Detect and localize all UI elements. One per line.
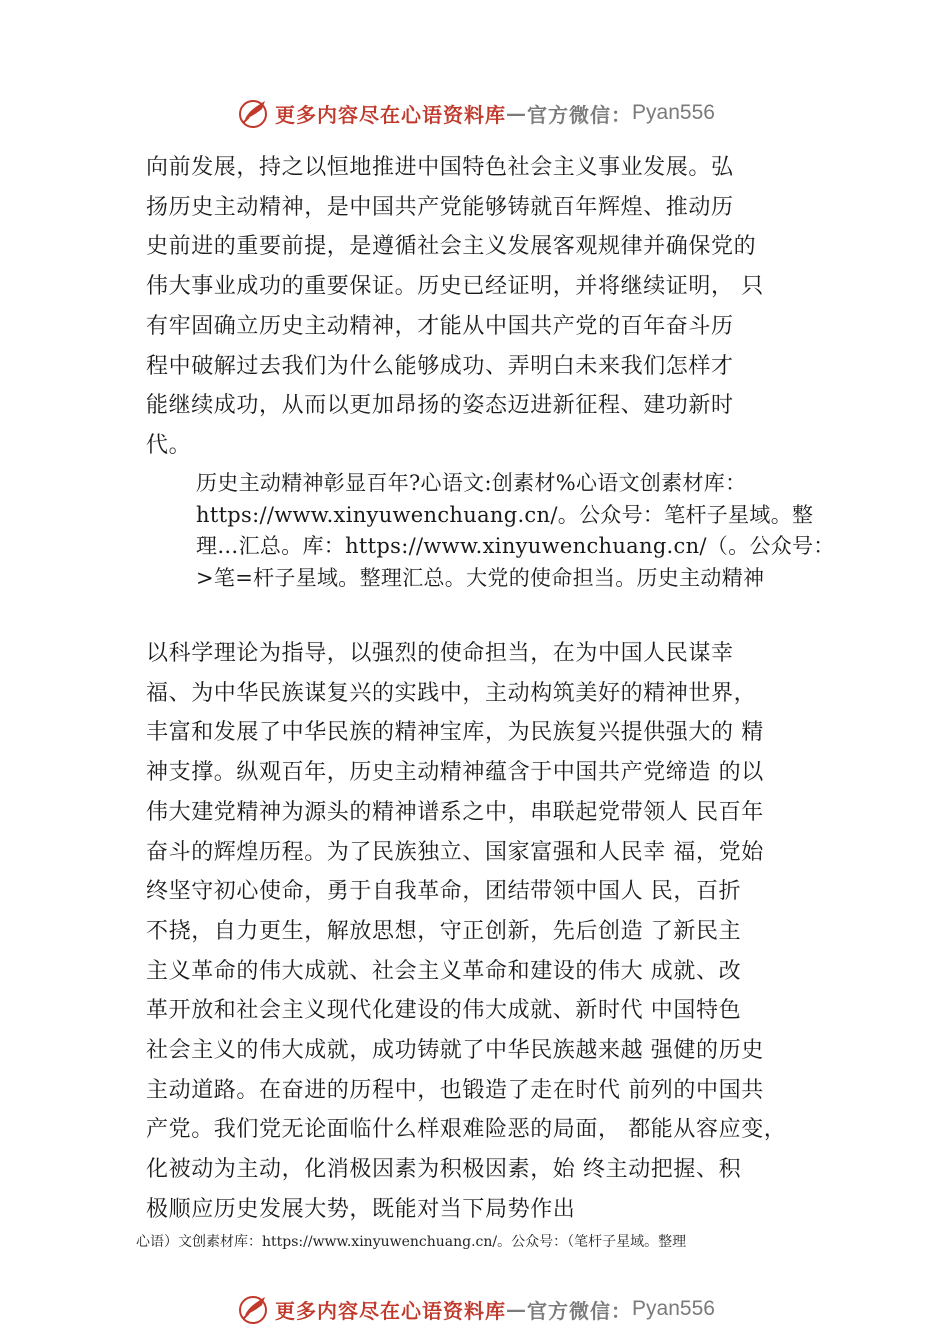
paragraph-line: 产党。我们党无论面临什么样艰难险恶的局面， 都能从容应变， <box>146 1117 787 1143</box>
paragraph-line: 代。 <box>146 432 192 458</box>
paragraph-line: 主动道路。在奋进的历程中，也锻造了走在时代 前列的中国共 <box>146 1077 764 1103</box>
paragraph-line: 伟大事业成功的重要保证。历史已经证明，并将继续证明， 只 <box>146 274 764 300</box>
header-banner <box>0 93 950 133</box>
footnote: 心语）文创素材库：https://www.xinyuwenchuang.cn/。公众号：（笔杆子星域。整理 <box>136 1234 687 1250</box>
paragraph-line: 能继续成功，从而以更加昂扬的姿态迈进新征程、建功新时 <box>146 393 734 419</box>
paragraph-line: 丰富和发展了中华民族的精神宝库，为民族复兴提供强大的 精 <box>146 720 764 746</box>
paragraph-line: 奋斗的辉煌历程。为了民族独立、国家富强和人民幸 福，党始 <box>146 839 764 865</box>
paragraph-2 <box>146 634 846 1230</box>
paragraph-line: 福、为中华民族谋复兴的实践中，主动构筑美好的精神世界， <box>146 680 757 706</box>
paragraph-line: 极顺应历史发展大势，既能对当下局势作出 <box>146 1196 576 1222</box>
paragraph-line: 社会主义的伟大成就，成功铸就了中华民族越来越 强健的历史 <box>146 1038 764 1064</box>
paragraph-line: 终坚守初心使命，勇于自我革命，团结带领中国人 民，百折 <box>146 879 742 905</box>
banner-brand-text: 更多内容尽在心语资料库 <box>275 1298 507 1323</box>
paragraph-1 <box>146 148 846 466</box>
logo-icon <box>235 1291 271 1327</box>
paragraph-line: 以科学理论为指导，以强烈的使命担当，在为中国人民谋幸 <box>146 641 734 666</box>
paragraph-line: 向前发展，持之以恒地推进中国特色社会主义事业发展。弘 <box>146 155 734 180</box>
banner-wechat-id: Pyan556 <box>632 101 715 124</box>
paragraph-line: 史前进的重要前提，是遵循社会主义发展客观规律并确保党的 <box>146 234 757 260</box>
logo-icon <box>235 95 271 131</box>
paragraph-line: 化被动为主动，化消极因素为积极因素，始 终主动把握、积 <box>146 1157 742 1183</box>
banner-wechat-label: 官方微信： <box>527 102 633 127</box>
paragraph-line: 有牢固确立历史主动精神，才能从中国共产党的百年奋斗历 <box>146 313 734 339</box>
banner-dash: — <box>506 1297 528 1321</box>
footer-banner <box>0 1289 950 1329</box>
section-heading-quote: 历史主动精神彰显百年?心语文:创素材%心语文创素材库：https://www.xinyuwenchuang.cn/。公众号：笔杆子星域。整理…汇总。库：https://www.xinyuwenchuang.cn/（。公众号：>笔=杆子星域。整理汇总。大党的使命担当。历史主动精神 <box>196 471 835 590</box>
paragraph-line: 革开放和社会主义现代化建设的伟大成就、新时代 中国特色 <box>146 998 742 1024</box>
paragraph-line: 神支撑。纵观百年，历史主动精神蕴含于中国共产党缔造 的以 <box>146 760 764 786</box>
paragraph-line: 扬历史主动精神，是中国共产党能够铸就百年辉煌、推动历 <box>146 194 734 220</box>
banner-wechat-label: 官方微信： <box>527 1298 633 1323</box>
paragraph-line: 不挠，自力更生，解放思想，守正创新，先后创造 了新民主 <box>146 918 742 944</box>
banner-brand-text: 更多内容尽在心语资料库 <box>275 102 507 127</box>
paragraph-line: 程中破解过去我们为什么能够成功、弄明白未来我们怎样才 <box>146 353 734 379</box>
banner-wechat-id: Pyan556 <box>632 1297 715 1320</box>
paragraph-line: 主义革命的伟大成就、社会主义革命和建设的伟大 成就、改 <box>146 958 742 984</box>
paragraph-line: 伟大建党精神为源头的精神谱系之中，串联起党带领人 民百年 <box>146 799 764 825</box>
banner-dash: — <box>506 101 528 125</box>
